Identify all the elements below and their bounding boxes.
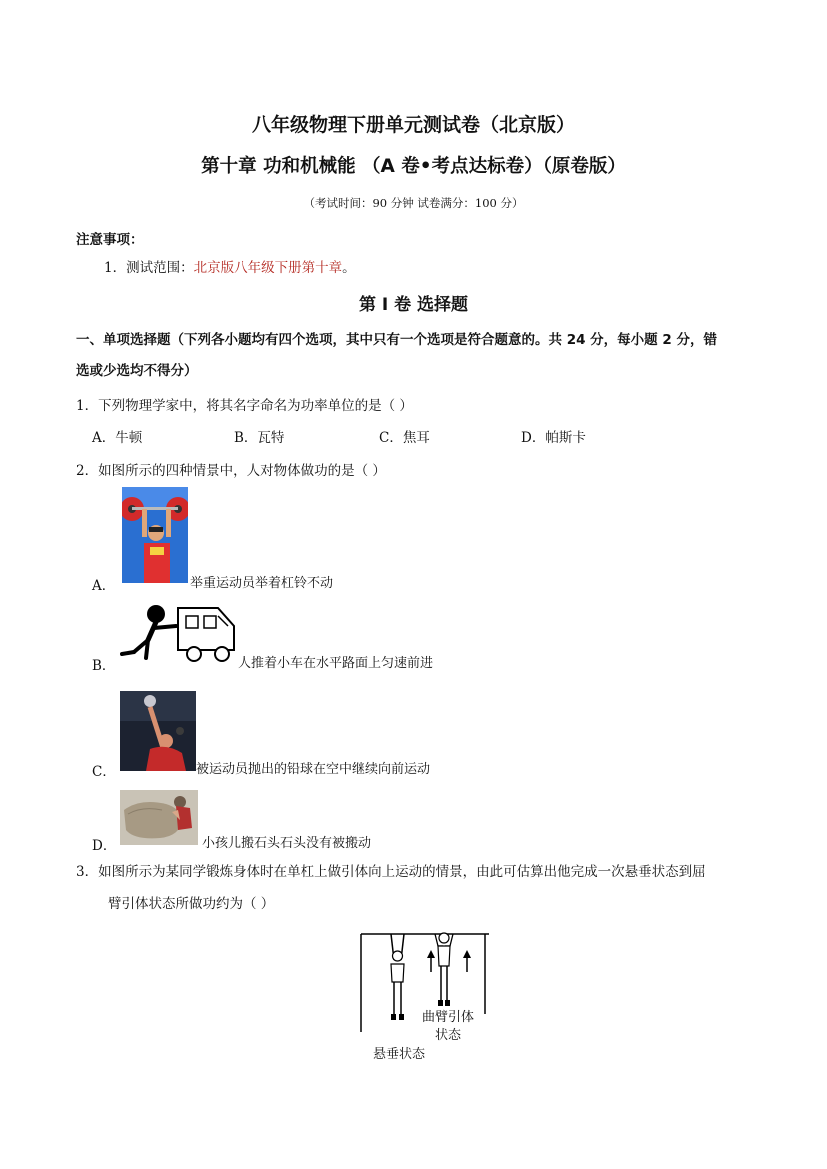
exam-info: （考试时间：90 分钟 试卷满分：100 分） <box>303 196 524 210</box>
q2-option-c-text: 被运动员抛出的铅球在空中继续向前运动 <box>196 762 431 777</box>
document-subtitle: 第十章 功和机械能 （A 卷•考点达标卷）（原卷版） <box>201 156 626 177</box>
q2-option-a-text: 举重运动员举着杠铃不动 <box>190 576 334 591</box>
q2-option-b-letter: B． <box>92 658 116 674</box>
notes-heading: 注意事项： <box>76 232 144 248</box>
q2-option-d-text: 小孩儿搬石头石头没有被搬动 <box>202 836 372 851</box>
figure-label-raised-line2: 状态 <box>435 1028 462 1043</box>
q1-option-c: C．焦耳 <box>379 430 430 446</box>
q2-option-a-letter: A． <box>92 578 116 594</box>
q3-stem-line2: 臂引体状态所做功约为（ ） <box>108 896 275 912</box>
notes-item-1-scope: 北京版八年级下册第十章 <box>193 260 343 276</box>
figure-label-hanging: 悬垂状态 <box>373 1047 426 1062</box>
push-cart-drawing <box>118 602 238 664</box>
weightlifter-image <box>122 487 188 583</box>
document-title: 八年级物理下册单元测试卷（北京版） <box>251 114 575 136</box>
q1-option-b: B．瓦特 <box>234 430 285 446</box>
figure-label-raised-line1: 曲臂引体 <box>422 1010 475 1025</box>
q2-option-c-letter: C． <box>92 764 116 780</box>
notes-item-1-suffix: 。 <box>342 260 356 276</box>
section-instructions-line1: 一、单项选择题（下列各小题均有四个选项，其中只有一个选项是符合题意的。共 24 分，每小题 2 分，错 <box>76 332 717 348</box>
q3-stem-line1: 3．如图所示为某同学锻炼身体时在单杠上做引体向上运动的情景，由此可估算出他完成一次悬垂状态到屈 <box>76 864 706 880</box>
q2-option-d-letter: D． <box>92 838 117 854</box>
q2-option-b-text: 人推着小车在水平路面上匀速前进 <box>238 656 434 671</box>
notes-item-1 <box>104 256 356 276</box>
notes-item-1-prefix: 1．测试范围： <box>104 260 194 276</box>
q2-stem: 2．如图所示的四种情景中，人对物体做功的是（ ） <box>76 463 386 479</box>
shot-put-image <box>120 691 196 771</box>
q1-stem: 1．下列物理学家中，将其名字命名为功率单位的是（ ） <box>76 398 413 414</box>
q1-option-d: D．帕斯卡 <box>521 430 586 446</box>
q1-option-a: A．牛顿 <box>92 430 143 446</box>
section-instructions-line2: 选或少选均不得分） <box>76 363 198 379</box>
section-title: 第 I 卷 选择题 <box>358 295 469 315</box>
rock-image <box>120 790 198 845</box>
